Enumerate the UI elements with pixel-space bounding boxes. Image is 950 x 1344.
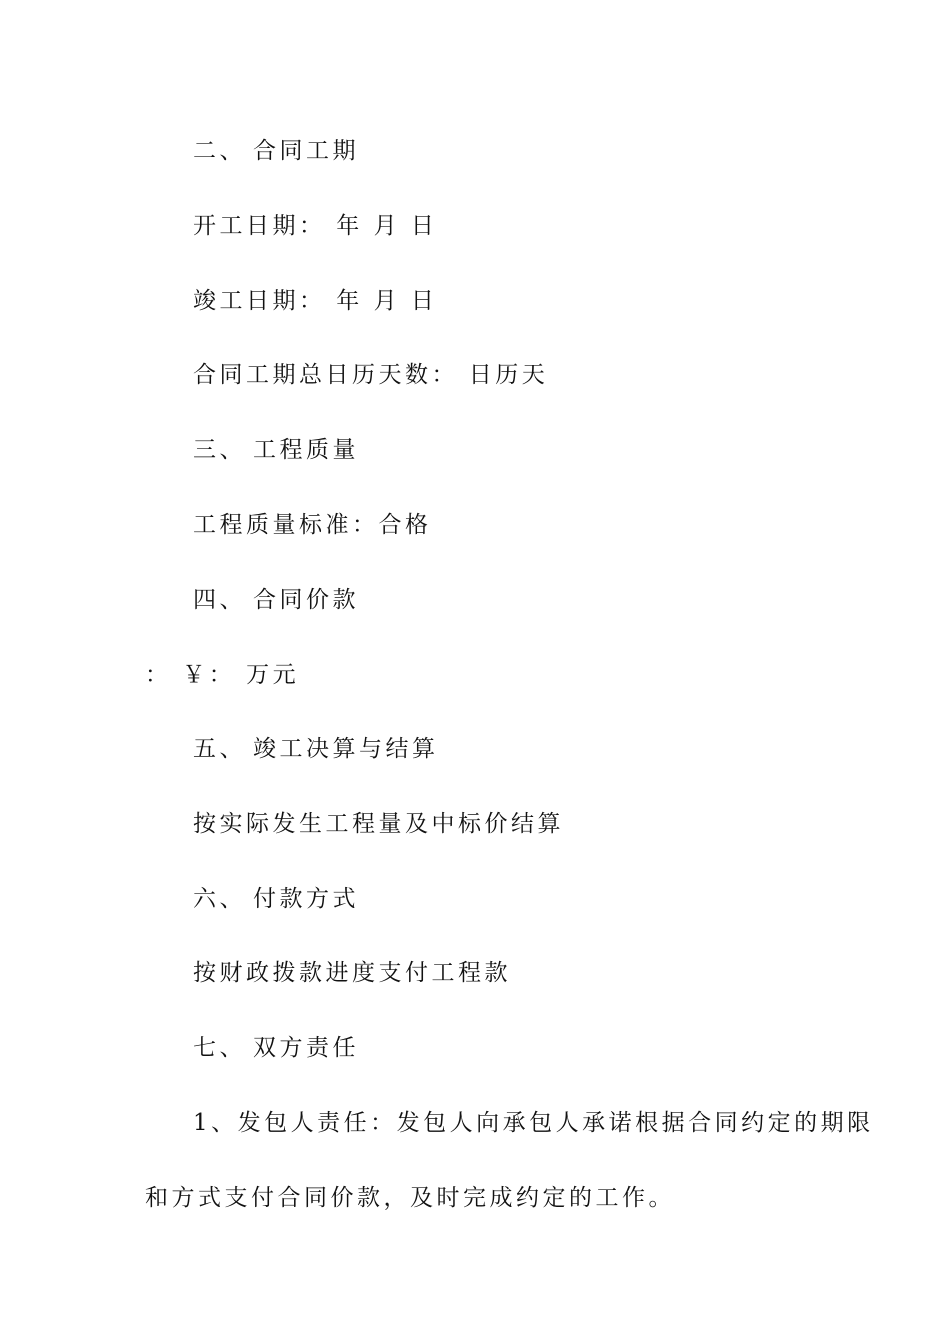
employer-duty-line-1: 1、发包人责任：发包人向承包人承诺根据合同约定的期限 (193, 1110, 874, 1136)
settlement-line: 按实际发生工程量及中标价结算 (193, 811, 564, 837)
total-days-line: 合同工期总日历天数： 日历天 (193, 362, 549, 388)
section-number: 二、 (193, 138, 246, 164)
employer-duty-line-2: 和方式支付合同价款，及时完成约定的工作。 (145, 1185, 675, 1211)
section-number: 四、 (193, 587, 246, 613)
section-title: 工程质量 (253, 437, 359, 463)
section-title: 付款方式 (253, 886, 359, 912)
section-number: 三、 (193, 437, 246, 463)
payment-line: 按财政拨款进度支付工程款 (193, 960, 511, 986)
start-date-line: 开工日期： 年 月 日 (193, 213, 438, 239)
section-heading-5 (193, 734, 439, 764)
section-title: 合同价款 (253, 587, 359, 613)
section-heading-6 (193, 884, 359, 914)
price-line: ： ￥： 万元 (145, 662, 300, 688)
quality-standard-line: 工程质量标准：合格 (193, 512, 432, 538)
section-heading-3 (193, 435, 359, 465)
section-number: 五、 (193, 736, 246, 762)
section-heading-4 (193, 585, 359, 615)
section-title: 竣工决算与结算 (253, 736, 439, 762)
end-date-line: 竣工日期： 年 月 日 (193, 288, 438, 314)
section-number: 六、 (193, 886, 246, 912)
section-heading-2 (193, 136, 359, 166)
section-number: 七、 (193, 1035, 246, 1061)
section-title: 双方责任 (253, 1035, 359, 1061)
section-title: 合同工期 (253, 138, 359, 164)
section-heading-7 (193, 1033, 359, 1063)
